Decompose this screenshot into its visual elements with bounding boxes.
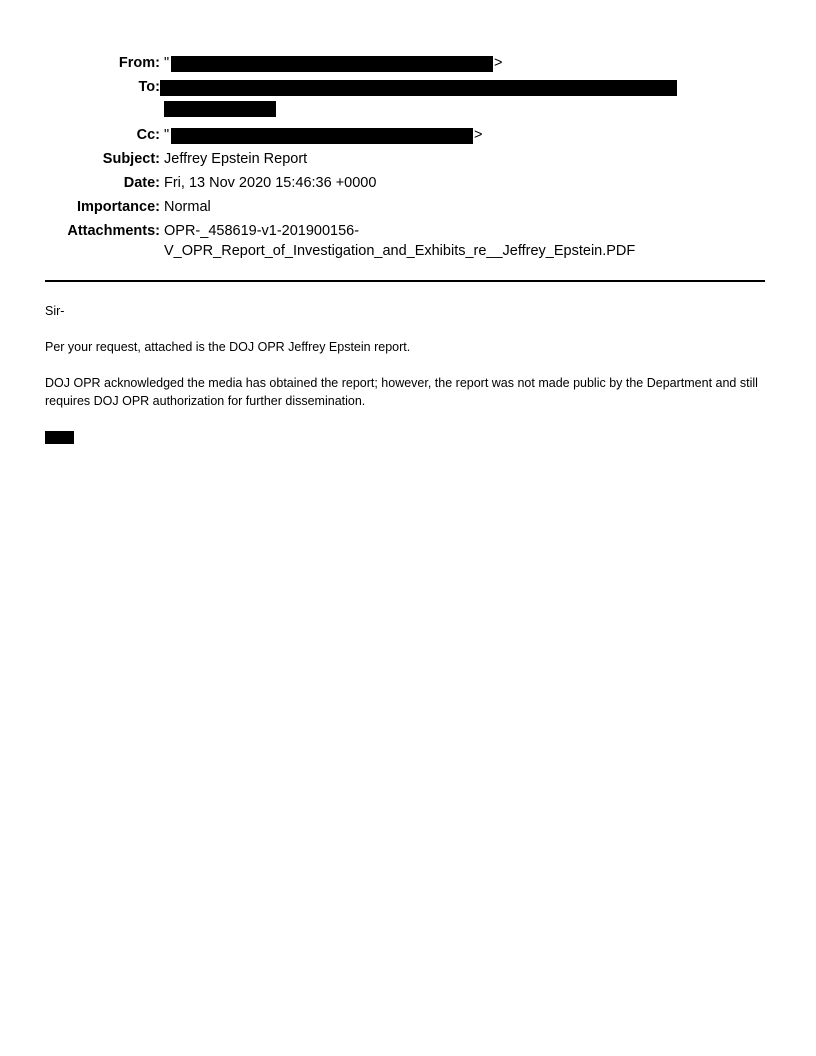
header-divider xyxy=(45,280,765,282)
email-header xyxy=(0,54,816,266)
date-label: Date: xyxy=(123,175,160,191)
to-redaction-line1 xyxy=(160,80,677,96)
cc-redaction xyxy=(171,128,473,144)
greeting: Sir- xyxy=(45,304,65,318)
body-paragraph-2: DOJ OPR acknowledged the media has obtained the report; however, the report was not made public by the Department and still requires DOJ OPR authorization for further dissemination. xyxy=(45,376,758,408)
from-quote: " xyxy=(164,55,170,71)
attachment-filename-line2[interactable]: V_OPR_Report_of_Investigation_and_Exhibits_re__Jeffrey_Epstein.PDF xyxy=(164,243,636,259)
importance-value: Normal xyxy=(164,199,211,215)
attachments-label: Attachments: xyxy=(67,223,160,239)
importance-label: Importance: xyxy=(77,199,160,215)
attachments-row xyxy=(0,222,816,266)
cc-quote: " xyxy=(164,127,170,143)
date-value: Fri, 13 Nov 2020 15:46:36 +0000 xyxy=(164,175,377,191)
subject-label: Subject: xyxy=(102,151,160,167)
signature-redaction xyxy=(45,431,74,444)
from-suffix: > xyxy=(494,55,503,71)
date-row xyxy=(0,174,816,198)
to-label: To: xyxy=(138,79,160,95)
to-redaction-line2 xyxy=(164,101,276,117)
attachment-filename-line1[interactable]: OPR-_458619-v1-201900156- xyxy=(164,223,360,239)
from-row xyxy=(0,54,816,78)
body-paragraph-1: Per your request, attached is the DOJ OPR Jeffrey Epstein report. xyxy=(45,340,411,354)
subject-row xyxy=(0,150,816,174)
to-row xyxy=(0,78,816,126)
from-label: From: xyxy=(118,55,160,71)
from-redaction xyxy=(171,56,493,72)
subject-value: Jeffrey Epstein Report xyxy=(164,151,308,167)
cc-row xyxy=(0,126,816,150)
importance-row xyxy=(0,198,816,222)
cc-label: Cc: xyxy=(136,127,160,143)
cc-suffix: > xyxy=(474,127,483,143)
